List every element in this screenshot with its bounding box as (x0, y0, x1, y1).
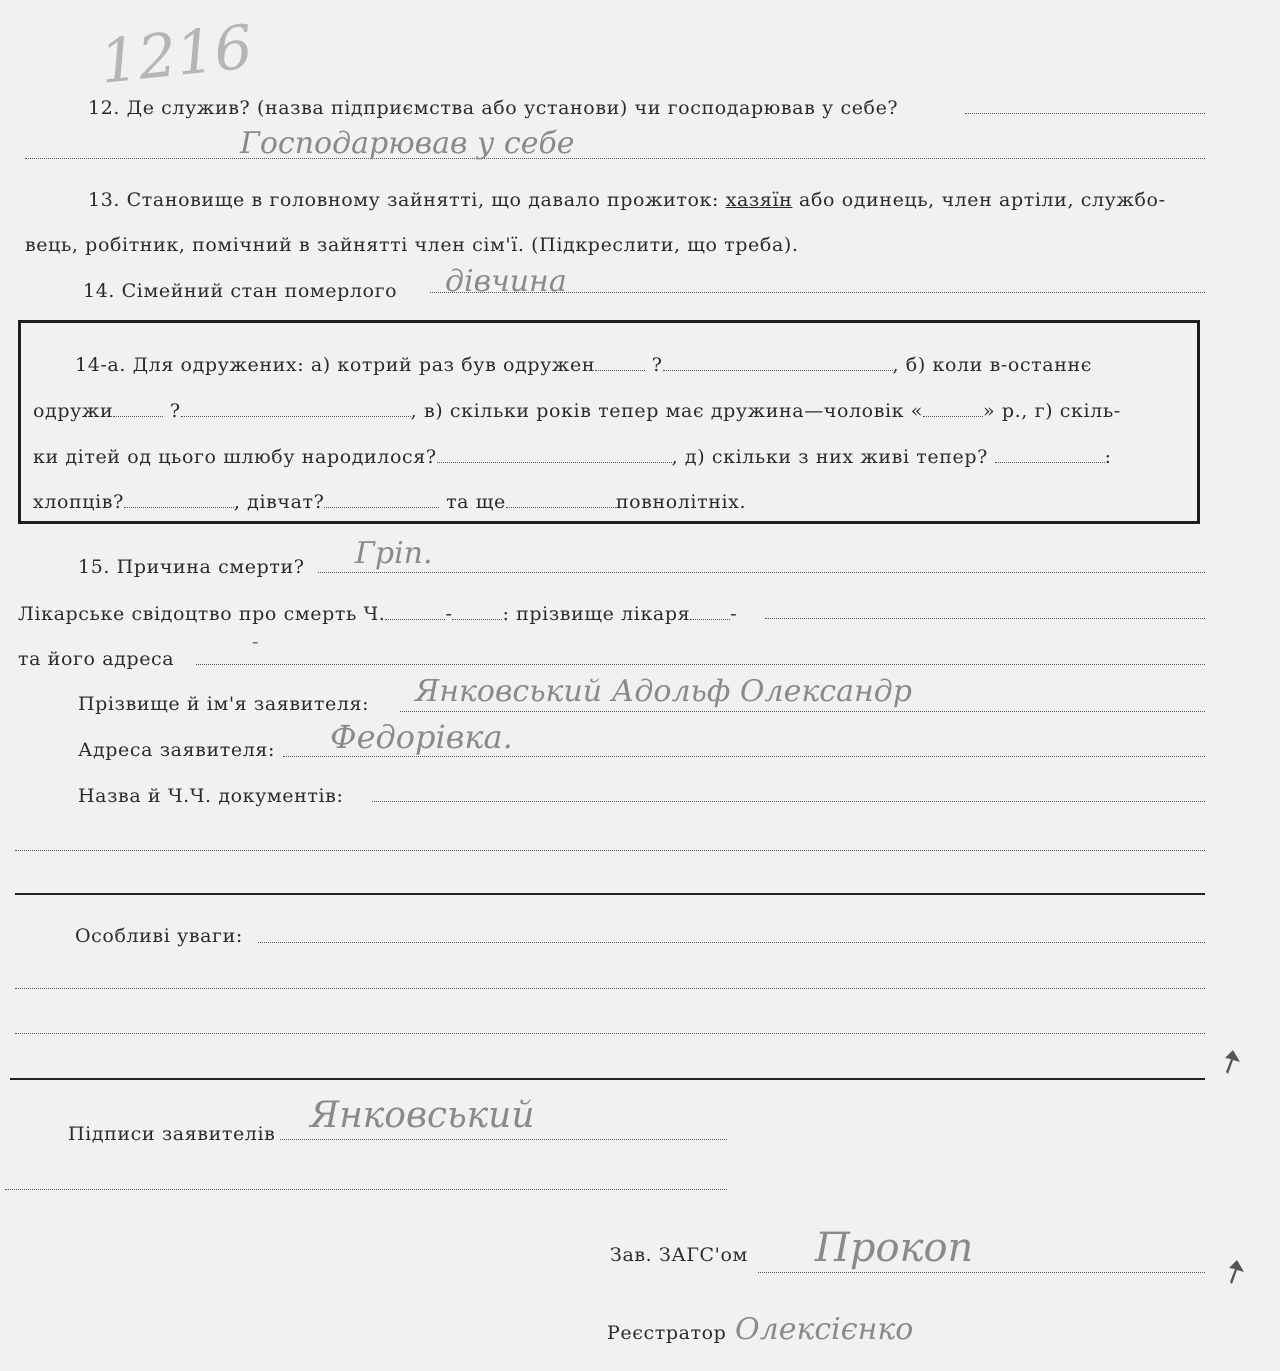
binding-pin-icon (1222, 1048, 1244, 1078)
registrar-signature: Олексієнко (735, 1312, 914, 1347)
applicant-name-handwritten: Янковський Адольф Олександр (415, 674, 912, 709)
med-cert-line: Лікарське свідоцтво про смерть Ч. - : прізвище лікаря - (18, 603, 738, 625)
q15-handwritten-answer: Грiп. (355, 536, 433, 571)
doctor-address-label: та його адреса (18, 648, 175, 670)
binding-pin-icon (1226, 1258, 1248, 1288)
applicant-address-handwritten: Федорівка. (330, 718, 513, 756)
documents-field-line-2[interactable] (15, 850, 1205, 851)
registrar-label: Реєстратор (607, 1322, 727, 1344)
q12-field-line[interactable] (965, 113, 1205, 114)
remarks-field-line-3[interactable] (15, 1033, 1205, 1034)
applicant-name-label: Прізвище й ім'я заявителя: (78, 693, 370, 715)
remarks-field-line-2[interactable] (15, 988, 1205, 989)
doctor-address-field-line[interactable] (196, 664, 1205, 665)
q14a-line-2: одружи ? , в) скільки років тепер має дружина—чоловік « » р., г) скіль- (33, 400, 1121, 422)
applicant-signature-line-2[interactable] (5, 1189, 727, 1190)
section-divider-2 (10, 1078, 1205, 1080)
q12-answer-line[interactable] (25, 158, 1205, 159)
section-divider-1 (15, 893, 1205, 895)
zags-head-signature-line[interactable] (758, 1272, 1205, 1273)
doctor-name-field-line[interactable] (765, 618, 1205, 619)
q13-line-1: 13. Становище в головному зайнятті, що давало прожиток: хазяїн або одинець, член артіли, службо- (88, 189, 1166, 211)
q15-field-line[interactable] (318, 572, 1205, 573)
q14a-line-3: ки дітей од цього шлюбу народилося? , д) скільки з них живі тепер? : (33, 446, 1112, 468)
q13-line-2: вець, робітник, помічний в зайнятті член сім'ї. (Підкреслити, що треба). (25, 234, 799, 256)
doctor-address-mark: - (252, 631, 260, 653)
archive-page-number: 1216 (96, 12, 256, 98)
applicant-address-label: Адреса заявителя: (78, 739, 275, 761)
documents-label: Назва й Ч.Ч. документів: (78, 785, 344, 807)
q13-underlined-option: хазяїн (725, 189, 793, 211)
q14a-line-4: хлопців? , дівчат? та ще повнолітніх. (33, 491, 747, 513)
remarks-field-line-1[interactable] (258, 942, 1205, 943)
applicant-address-field-line[interactable] (283, 756, 1205, 757)
applicant-signature: Янковський (310, 1095, 535, 1136)
q12-handwritten-answer: Господарював у себе (240, 126, 575, 161)
applicant-signatures-label: Підписи заявителів (68, 1123, 276, 1145)
q14a-line-1: 14-а. Для одружених: а) котрий раз був одружен ? , б) коли в-останнє (75, 354, 1092, 376)
zags-head-signature: Прокоп (815, 1225, 974, 1271)
zags-head-label: Зав. ЗАГС'ом (610, 1244, 748, 1266)
applicant-signature-line[interactable] (280, 1139, 727, 1140)
q12-label: 12. Де служив? (назва підприємства або установи) чи господарював у себе? (88, 97, 899, 119)
q14-label: 14. Сімейний стан померлого (83, 280, 398, 302)
q14-handwritten-answer: дівчина (445, 264, 567, 299)
documents-field-line[interactable] (372, 801, 1205, 802)
q15-label: 15. Причина смерти? (78, 556, 305, 578)
remarks-label: Особливі уваги: (75, 925, 243, 947)
applicant-name-field-line[interactable] (400, 711, 1205, 712)
